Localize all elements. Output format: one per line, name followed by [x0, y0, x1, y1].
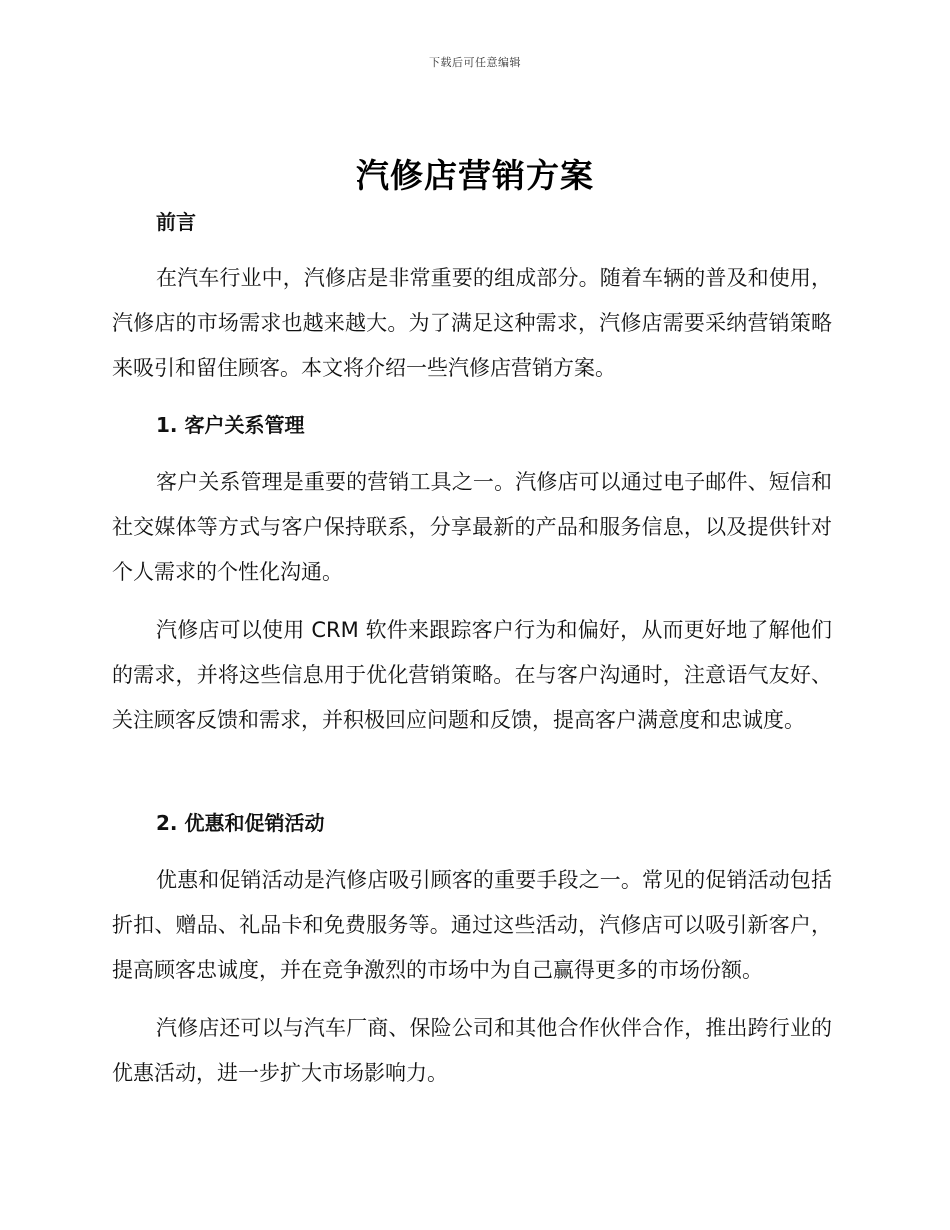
paragraph-crm-2: 汽修店可以使用 CRM 软件来跟踪客户行为和偏好，从而更好地了解他们的需求，并将这些信息用于优化营销策略。在与客户沟通时，注意语气友好、关注顾客反馈和需求，并积极回应问题和反馈，提高客户满意度和忠诚度。: [112, 618, 832, 732]
header-note: 下载后可任意编辑: [429, 56, 521, 69]
section-heading-preface: 前言: [156, 210, 196, 234]
paragraph-promotions-2: 汽修店还可以与汽车厂商、保险公司和其他合作伙伴合作，推出跨行业的优惠活动，进一步扩大市场影响力。: [112, 1016, 832, 1085]
document-title: 汽修店营销方案: [356, 156, 594, 195]
paragraph-crm-1: 客户关系管理是重要的营销工具之一。汽修店可以通过电子邮件、短信和社交媒体等方式与客户保持联系，分享最新的产品和服务信息，以及提供针对个人需求的个性化沟通。: [112, 470, 832, 584]
paragraph-preface: 在汽车行业中，汽修店是非常重要的组成部分。随着车辆的普及和使用，汽修店的市场需求也越来越大。为了满足这种需求，汽修店需要采纳营销策略来吸引和留住顾客。本文将介绍一些汽修店营销方案。: [112, 266, 832, 380]
section-heading-crm: 1. 客户关系管理: [156, 413, 305, 437]
section-heading-promotions: 2. 优惠和促销活动: [156, 811, 325, 835]
paragraph-promotions-1: 优惠和促销活动是汽修店吸引顾客的重要手段之一。常见的促销活动包括折扣、赠品、礼品卡和免费服务等。通过这些活动，汽修店可以吸引新客户，提高顾客忠诚度，并在竞争激烈的市场中为自己赢得更多的市场份额。: [112, 868, 832, 982]
